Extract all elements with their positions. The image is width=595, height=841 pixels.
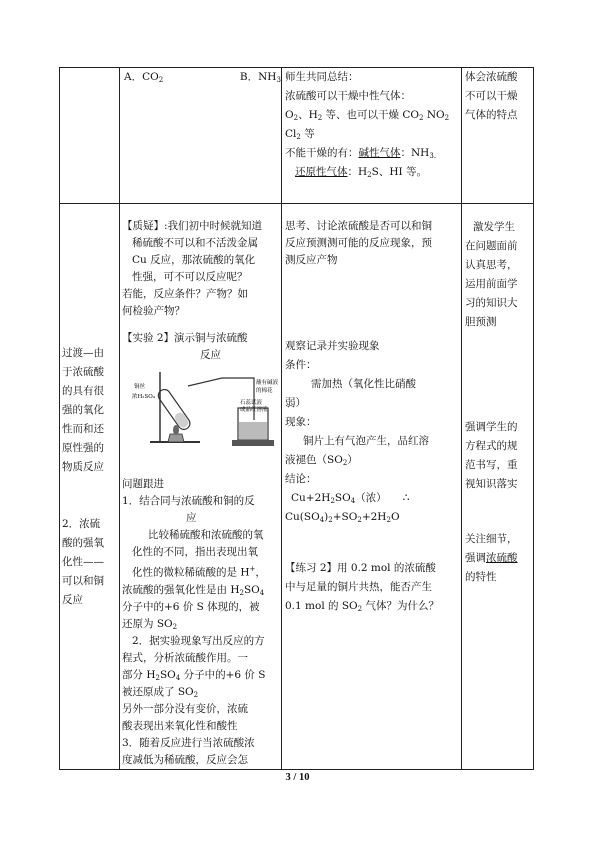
follow-line: 2．据实验现象写出反应的方: [132, 634, 265, 647]
question-line: 【质疑】:我们初中时候就知道: [122, 220, 263, 232]
activity-line: 思考、讨论浓硫酸是否可以和铜: [285, 220, 432, 232]
summary-line: 还原性气体：$H_2S$、HI 等。: [295, 166, 427, 179]
table-row: [60, 68, 534, 204]
content-cell: [120, 204, 282, 770]
question-line: 若能，反应条件？产物？如: [122, 288, 248, 300]
label-cotton2: 的棉花: [256, 388, 273, 394]
activity-line: 铜片上有气泡产生，品红溶: [303, 435, 429, 447]
activity-line: 弱）: [285, 397, 306, 409]
follow-line: 浓硫酸的强氧化性是由 $H_2SO_4$: [122, 583, 265, 597]
lesson-plan-table: [59, 67, 534, 770]
label-acid: 浓H₂SO₄: [132, 394, 155, 400]
activity-line: 反应预测测可能的反应现象，预: [285, 237, 432, 249]
equation-line: $Cu(SO_4)_2+SO_2+2H_2O$: [285, 511, 400, 524]
answer-options: A．$CO_2$ B．$NH_3$: [124, 71, 281, 84]
apparatus-diagram: [130, 364, 278, 448]
follow-line: 比较稀硫酸和浓硫酸的氧: [148, 529, 264, 541]
intent-line: 强调浓硫酸: [465, 552, 518, 564]
intent-line: 强调学生的: [465, 421, 518, 433]
page-number: 3 / 10: [285, 772, 310, 783]
intent-line: 气体的特点: [465, 109, 518, 121]
stage-line: 可以和铜: [62, 575, 104, 587]
label-magenta: 或品红溶液: [240, 407, 268, 413]
follow-line: 部分 $H_2SO_4$ 分子中的+6 价 S: [122, 668, 266, 682]
intent-cell: [462, 204, 534, 770]
stage-line: 原性强的: [62, 442, 104, 454]
intent-line: 习的知识大: [465, 297, 518, 309]
stage-line: 的具有很: [62, 385, 104, 397]
intent-line: 的特性: [465, 571, 497, 583]
experiment-title: 【实验 2】演示铜与浓硫酸: [122, 332, 248, 344]
activity-line: 测反应产物: [285, 254, 338, 266]
stage-line: 物质反应: [62, 461, 104, 473]
summary-line: 不能干燥的有：碱性气体：$NH_{3.}$: [285, 147, 437, 160]
follow-line: 1．结合同与浓硫酸和铜的反: [122, 495, 255, 507]
intent-line: 运用前面学: [465, 278, 518, 290]
follow-line: 3．随着反应进行当浓硫酸浓: [122, 736, 255, 749]
activity-line: 液褪色$(SO_2)$: [285, 454, 358, 467]
activity-line: 结论：: [285, 473, 317, 485]
activity-line: 条件：: [285, 359, 317, 371]
question-line: Cu 反应，那浓硫酸的氧化: [132, 254, 256, 266]
follow-line: 化性的微粒稀硫酸的是 H+，: [132, 565, 266, 579]
follow-line: 另外一部分没有变价，浓硫: [122, 702, 248, 715]
intent-line: 胆预测: [465, 316, 497, 328]
follow-line: 度减低为稀硫酸，反应会怎: [122, 753, 248, 766]
summary-line: $O_2$、$H_2$ 等、也可以干燥 $CO_2$ $NO_2$: [285, 109, 450, 122]
follow-line: 应: [186, 512, 197, 524]
summary-line: $Cl_2$ 等: [285, 128, 315, 141]
intent-cell: [462, 68, 534, 204]
question-line: 稀硫酸不可以和不活泼金属: [132, 237, 258, 249]
follow-line: 还原为 $SO_2$: [122, 617, 178, 631]
stage-line: 化性——: [62, 556, 104, 568]
stage-cell: [60, 204, 120, 770]
activity-cell: [282, 204, 462, 770]
activity-line: 现象：: [285, 416, 317, 428]
intent-line: 在问题面前: [465, 240, 518, 252]
activity-cell: [282, 68, 462, 204]
label-copper-wire: 铜丝: [134, 384, 146, 390]
summary-title: 师生共同总结：: [285, 71, 359, 83]
stage-line: 酸的强氧: [62, 537, 104, 549]
question-line: 何检验产物？: [122, 305, 185, 317]
summary-line: 浓硫酸可以干燥中性气体：: [285, 90, 411, 102]
intent-line: 范书写，重: [465, 459, 518, 471]
stage-line: 于浓硫酸: [62, 366, 104, 378]
intent-line: 体会浓硫酸: [465, 71, 518, 83]
follow-line: 分子中的+6 价 S 体现的，被: [122, 600, 260, 613]
follow-line: 化性的不同，指出表现出氧: [132, 546, 258, 558]
activity-line: 观察记录并实验现象: [285, 340, 380, 352]
intent-line: 激发学生: [473, 221, 515, 233]
experiment-title: 反应: [200, 349, 221, 361]
follow-line: 程式，分析浓硫酸作用。一: [122, 651, 248, 664]
equation-line: $Cu+2H_2SO_4$（浓） ∴: [291, 492, 410, 505]
intent-line: 方程式的规: [465, 440, 518, 452]
table-row: [60, 204, 534, 770]
intent-line: 视知识落实: [465, 478, 518, 490]
follow-line: 被还原成了 $SO_2$: [122, 685, 199, 699]
intent-line: 不可以干燥: [465, 90, 518, 102]
practice-line: 0.1 mol 的 $SO_2$ 气体？为什么？: [285, 600, 439, 613]
stage-line: 反应: [62, 594, 83, 606]
content-cell: [120, 68, 282, 204]
practice-line: 中与足量的铜片共热，能否产生: [285, 581, 432, 593]
stage-line: 2．浓硫: [62, 518, 101, 530]
stage-line: 性而和还: [62, 423, 104, 435]
label-litmus: 石蕊试液: [240, 400, 263, 406]
intent-line: 关注细节，: [465, 533, 518, 545]
activity-line: 需加热（氧化性比硝酸: [311, 378, 416, 390]
stage-cell: [60, 68, 120, 204]
follow-line: 酸表现出来氧化性和酸性: [122, 719, 238, 732]
question-line: 性强，可不可以反应呢？: [132, 271, 248, 283]
follow-heading: 问题跟进: [122, 478, 164, 490]
label-cotton: 蘸有碱液: [256, 380, 278, 386]
practice-line: 【练习 2】用 0.2 mol 的浓硫酸: [285, 562, 436, 574]
intent-line: 认真思考，: [465, 259, 518, 271]
stage-line: 过渡—由: [62, 347, 104, 359]
stage-line: 强的氧化: [62, 404, 104, 416]
